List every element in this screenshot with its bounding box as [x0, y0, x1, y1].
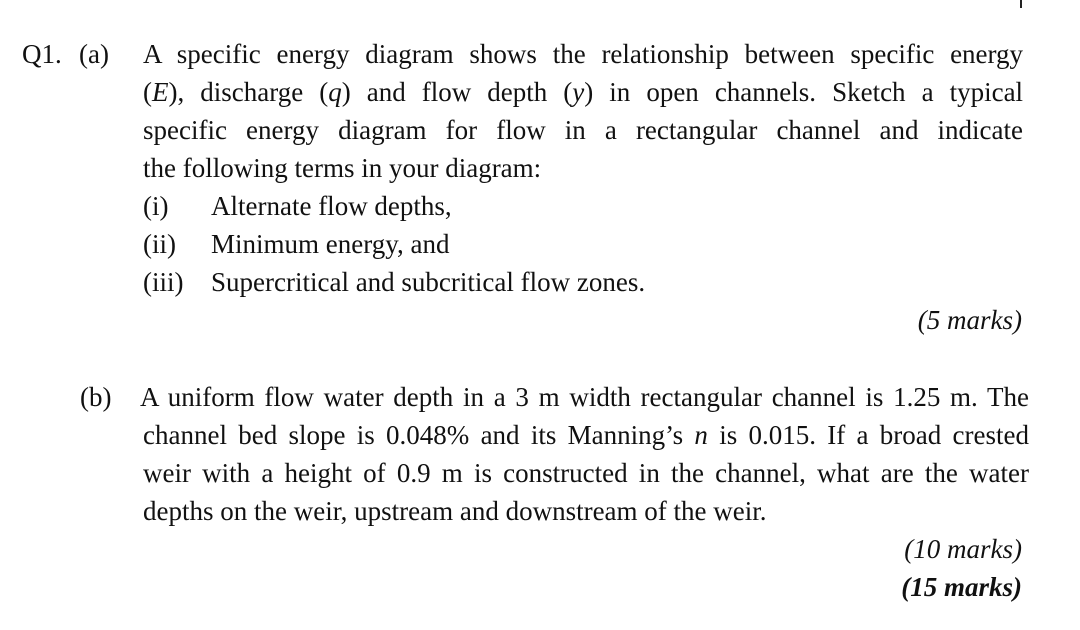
- part-a-line-1: [143, 35, 1023, 73]
- word: specific: [176, 39, 261, 69]
- list-item-text: Minimum energy, and: [211, 229, 450, 259]
- part-a-marks: (5 marks): [917, 305, 1022, 335]
- word: in: [564, 115, 586, 145]
- part-a-label: (a): [79, 39, 109, 69]
- word: energy: [246, 115, 320, 145]
- variable-symbol: y: [572, 77, 585, 107]
- list-item-text: Supercritical and subcritical flow zones.: [211, 267, 646, 297]
- total-marks: (15 marks): [901, 572, 1022, 602]
- list-item-number: (iii): [143, 267, 184, 297]
- word: diagram: [365, 39, 454, 69]
- part-b-label: (b): [80, 382, 112, 412]
- word: for: [445, 115, 478, 145]
- word: (E),: [143, 77, 185, 107]
- word: specific: [143, 115, 227, 145]
- word: the: [552, 39, 586, 69]
- word: channel: [776, 115, 861, 145]
- part-a-text: [143, 35, 1023, 187]
- part-b-text-cont: [143, 416, 1029, 530]
- part-b-line-4: depths on the weir, upstream and downstream of the weir.: [143, 496, 767, 526]
- word: shows: [469, 39, 537, 69]
- word: flow: [421, 77, 472, 107]
- word: and: [879, 115, 919, 145]
- variable-symbol: q: [328, 77, 342, 107]
- word: (y): [563, 77, 594, 107]
- word: diagram: [338, 115, 427, 145]
- word: A: [143, 39, 162, 69]
- manning-n-symbol: n: [694, 420, 708, 450]
- word: discharge: [200, 77, 304, 107]
- page-corner-mark: [1020, 0, 1022, 8]
- word: indicate: [937, 115, 1023, 145]
- part-b-text: [140, 378, 1029, 416]
- word: (q): [319, 77, 351, 107]
- list-item-number: (i): [143, 191, 169, 221]
- part-b-line-2-start: channel bed slope is 0.048% and its Manning’s: [143, 420, 684, 450]
- list-item-number: (ii): [143, 229, 176, 259]
- word: rectangular: [635, 115, 758, 145]
- part-b-marks: (10 marks): [904, 534, 1022, 564]
- word: relationship: [601, 39, 729, 69]
- word: in: [609, 77, 631, 107]
- part-b-line-2-end: is 0.015. If a broad crested: [719, 420, 1030, 450]
- word: channels.: [714, 77, 817, 107]
- word: a: [604, 115, 617, 145]
- variable-symbol: E: [152, 77, 169, 107]
- word: specific: [850, 39, 935, 69]
- word: depth: [487, 77, 548, 107]
- word: flow: [496, 115, 546, 145]
- word: energy: [950, 39, 1024, 69]
- word: energy: [276, 39, 350, 69]
- question-number: Q1.: [22, 39, 62, 69]
- part-b-line-1: A uniform flow water depth in a 3 m width rectangular channel is 1.25 m. The: [140, 382, 1029, 412]
- word: and: [366, 77, 406, 107]
- part-a-line-2: [143, 73, 1023, 111]
- word: typical: [949, 77, 1024, 107]
- list-item-text: Alternate flow depths,: [211, 191, 452, 221]
- word: a: [921, 77, 934, 107]
- word: between: [744, 39, 835, 69]
- part-b-line-2: [143, 416, 1029, 454]
- part-a-line-3: [143, 111, 1023, 149]
- part-a-line-4: the following terms in your diagram:: [143, 153, 542, 183]
- part-b-line-3: weir with a height of 0.9 m is constructed in the channel, what are the water: [143, 458, 1029, 488]
- word: Sketch: [832, 77, 906, 107]
- word: open: [646, 77, 699, 107]
